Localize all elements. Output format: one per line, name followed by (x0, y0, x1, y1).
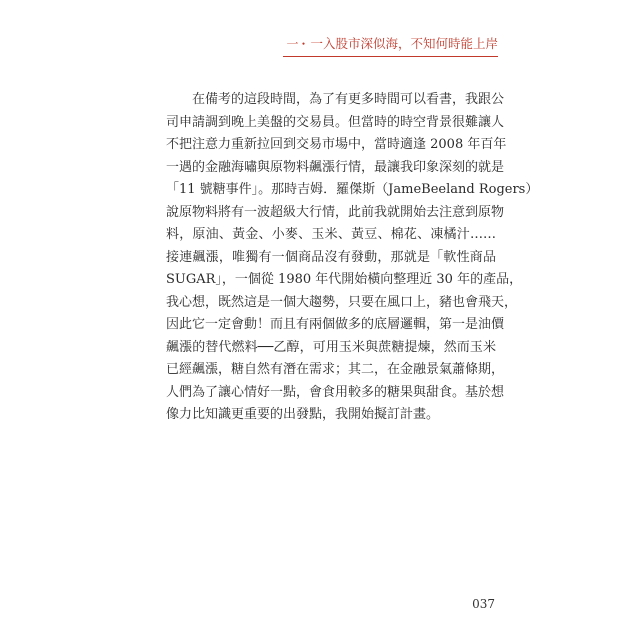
text-line: 因此它一定會動！而且有兩個做多的底層邏輯，第一是油價 (166, 317, 505, 332)
text-line: 說原物料將有一波超級大行情，此前我就開始去注意到原物 (166, 204, 505, 220)
text-line: 人們為了讓心情好一點，會食用較多的糖果與甜食。基於想 (166, 384, 505, 400)
body-text (166, 89, 539, 427)
text-line: 司申請調到晚上美盤的交易員。但當時的時空背景很難讓人 (166, 114, 505, 130)
running-header (286, 36, 498, 52)
text-line: 我心想，既然這是一個大趨勢，只要在風口上，豬也會飛天， (166, 294, 518, 310)
header-rule (283, 56, 498, 57)
text-line: 一遇的金融海嘯與原物料飆漲行情，最讓我印象深刻的就是 (166, 159, 505, 175)
text-line: 飆漲的替代燃料──乙醇，可用玉米與蔗糖提煉，然而玉米 (166, 339, 496, 355)
text-line: 像力比知識更重要的出發點，我開始擬訂計畫。 (166, 407, 440, 422)
text-line: 在備考的這段時間，為了有更多時間可以看書，我跟公 (192, 92, 505, 107)
page-number: 037 (472, 597, 495, 611)
text-line: 已經飆漲，糖自然有潛在需求；其二，在金融景氣蕭條期， (166, 362, 505, 377)
header-dashes: 一・ (286, 37, 309, 51)
text-line: 「11 號糖事件」。那時吉姆．羅傑斯（JameBeeland Rogers） (166, 182, 539, 197)
text-line: 料，原油、黃金、小麥、玉米、黃豆、棉花、凍橘汁…… (166, 227, 496, 242)
chapter-title: 一入股市深似海，不知何時能上岸 (310, 36, 498, 51)
text-line: 不把注意力重新拉回到交易市場中，當時適逢 2008 年百年 (166, 137, 507, 152)
text-line: SUGAR」，一個從 1980 年代開始橫向整理近 30 年的產品， (166, 272, 523, 287)
text-line: 接連飆漲，唯獨有一個商品沒有發動，那就是「軟性商品 (166, 249, 496, 265)
